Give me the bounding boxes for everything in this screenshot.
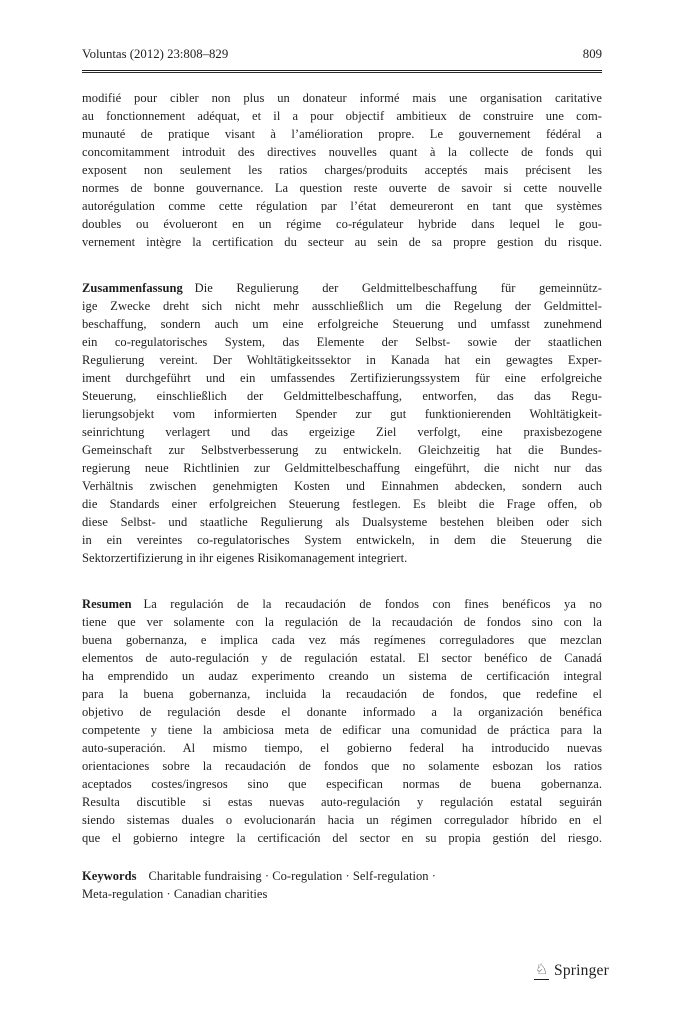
text-line: ige Zwecke dreht sich nicht mehr ausschließlich um die Regelung der Geldmittel- xyxy=(82,299,602,313)
page-number: 809 xyxy=(582,47,602,61)
text-line: ein co-regulatorisches System, das Elemente der Selbst- sowie der staatlichen xyxy=(82,335,602,349)
springer-logo xyxy=(534,961,609,981)
text-line: seinrichtung verlagert und das ergeizige Ziel verfolgt, eine praxisbezogene xyxy=(82,425,602,439)
abstract-section xyxy=(82,89,602,903)
text-line: Zusammenfassung Die Regulierung der Geldmittelbeschaffung für gemeinnütz- xyxy=(82,281,602,295)
text-line: autorégulation comme cette régulation par l’état demeureront en tant que systèmes xyxy=(82,199,602,213)
springer-wordmark: Springer xyxy=(554,962,609,979)
paragraph-label: Keywords xyxy=(82,869,137,883)
text-line: munauté de pratique visant à l’amélioration propre. Le gouvernement fédéral a xyxy=(82,127,602,141)
text-line: exposent non seulement les ratios charges/produits acceptés mais précisent les xyxy=(82,163,602,177)
text-line: objetivo de regulación desde el donante informado a la organización benéfica xyxy=(82,705,602,719)
paragraph-abstract-fr-continuation xyxy=(82,89,602,251)
paragraph-label: Resumen xyxy=(82,597,132,611)
text-line: iment durchgeführt und ein umfassendes Zertifizierungssystem für eine erfolgreiche xyxy=(82,371,602,385)
paragraph-abstract-de xyxy=(82,279,602,567)
text-line: beschaffung, sondern auch um eine erfolgreiche Steuerung und umfasst zunehmend xyxy=(82,317,602,331)
text-line: doubles ou évolueront en un régime co-régulateur hybride dans lequel le gou- xyxy=(82,217,602,231)
text-line: normes de bonne gouvernance. La question reste ouverte de savoir si cette nouvelle xyxy=(82,181,602,195)
text-line: aceptados costes/ingresos sino que especifican normas de buena gobernanza. xyxy=(82,777,602,791)
text-line: regierung neue Richtlinien zur Geldmittelbeschaffung eingeführt, die nicht nur das xyxy=(82,461,602,475)
text-line: buena gobernanza, e implica cada vez más regímenes correguladores que mezclan xyxy=(82,633,602,647)
text-line: Gemeinschaft zur Selbstverbesserung zu entwickeln. Gleichzeitig hat die Bundes- xyxy=(82,443,602,457)
text-line: Keywords Charitable fundraising · Co-regulation · Self-regulation · xyxy=(82,869,436,883)
text-line: que el gobierno integre la certificación del sector en su propia gestión del riesgo. xyxy=(82,831,602,845)
text-line: diese Selbst- und staatliche Regulierung als Dualsysteme bestehen bleiben oder sich xyxy=(82,515,602,529)
text-line: lierungsobjekt vom informierten Spender zur gut funktionierenden Wohltätigkeit- xyxy=(82,407,602,421)
text-line: Regulierung vereint. Der Wohltätigkeitssektor in Kanada hat ein gewagtes Exper- xyxy=(82,353,602,367)
springer-knight-icon: ♘ xyxy=(534,962,549,981)
text-line: Sektorzertifizierung in ihr eigenes Risikomanagement integriert. xyxy=(82,551,408,565)
running-head xyxy=(82,47,602,62)
paragraph-label: Zusammenfassung xyxy=(82,281,183,295)
text-line: para la buena gobernanza, incluida la recaudación de fondos, que redefine el xyxy=(82,687,602,701)
text-line: concomitamment introduit des directives nouvelles quant à la collecte de fonds qui xyxy=(82,145,602,159)
header-rule xyxy=(82,70,602,73)
paragraph-abstract-es xyxy=(82,595,602,847)
text-line: Resumen La regulación de la recaudación de fondos con fines benéficos ya no xyxy=(82,597,602,611)
paragraph-keywords xyxy=(82,867,602,903)
text-line: Meta-regulation · Canadian charities xyxy=(82,887,268,901)
text-line: modifié pour cibler non plus un donateur informé mais une organisation caritative xyxy=(82,91,602,105)
text-line: in ein vereintes co-regulatorisches System entwickeln, in dem die Steuerung die xyxy=(82,533,602,547)
text-line: Resulta discutible si estas nuevas auto-regulación y regulación estatal seguirán xyxy=(82,795,602,809)
text-line: Verhältnis zwischen genehmigten Kosten und Einnahmen abdecken, sondern auch xyxy=(82,479,602,493)
text-line: elementos de auto-regulación y de regulación estatal. El sector benéfico de Canadá xyxy=(82,651,602,665)
text-line: competente y tiene la ambiciosa meta de edificar una comunidad de práctica para la xyxy=(82,723,602,737)
text-line: tiene que ver solamente con la regulación de la recaudación de fondos sino con la xyxy=(82,615,602,629)
text-line: au fonctionnement adéquat, et il a pour objectif ambitieux de construire une com- xyxy=(82,109,602,123)
text-line: Steuerung, einschließlich der Geldmittelbeschaffung, entworfen, das das Regu- xyxy=(82,389,602,403)
text-line: siendo sistemas duales o evolucionarán hacia un régimen corregulador híbrido en el xyxy=(82,813,602,827)
journal-reference: Voluntas (2012) 23:808–829 xyxy=(82,47,229,61)
text-line: die Standards einer erfolgreichen Steuerung festlegen. Es bleibt die Frage offen, ob xyxy=(82,497,602,511)
text-line: orientaciones sobre la recaudación de fondos que no solamente esbozan los ratios xyxy=(82,759,602,773)
text-line: ha emprendido un audaz experimento creando un sistema de certificación integral xyxy=(82,669,602,683)
text-line: auto-superación. Al mismo tiempo, el gobierno federal ha introducido nuevas xyxy=(82,741,602,755)
text-line: vernement intègre la certification du secteur au sein de sa propre gestion du risque. xyxy=(82,235,602,249)
